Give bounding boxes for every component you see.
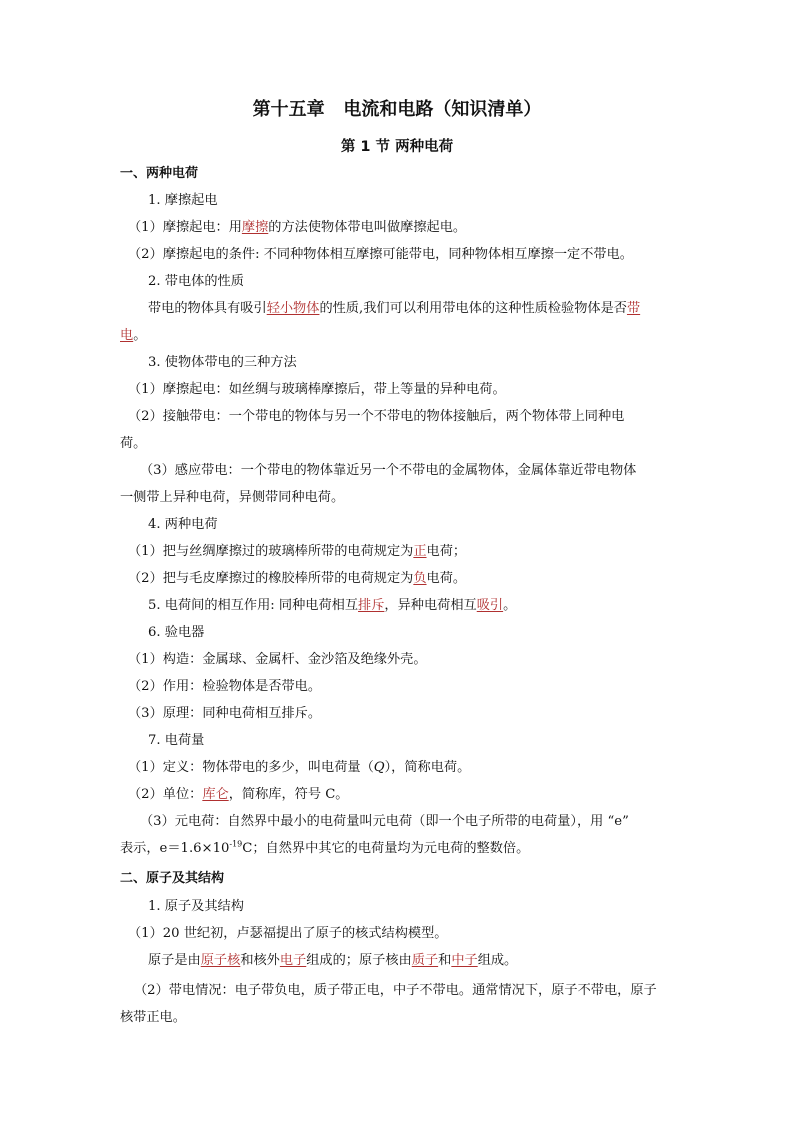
section-heading-1: 一、两种电荷 bbox=[120, 166, 199, 181]
topic-heading: 3. 使物体带电的三种方法 bbox=[148, 355, 297, 370]
keyword: 质子 bbox=[411, 953, 439, 968]
topic-heading: 1. 摩擦起电 bbox=[148, 193, 218, 208]
keyword: 原子核 bbox=[200, 953, 241, 968]
keyword: 排斥 bbox=[358, 598, 385, 613]
paragraph: 带电的物体具有吸引轻小物体的性质,我们可以利用带电体的这种性质检验物体是否带 bbox=[148, 301, 641, 316]
paragraph: （2）带电情况：电子带负电，质子带正电，中子不带电。通常情况下，原子不带电，原子 bbox=[134, 983, 657, 998]
paragraph: （1）摩擦起电：如丝绸与玻璃棒摩擦后，带上等量的异种电荷。 bbox=[128, 382, 506, 397]
paragraph: （1）定义：物体带电的多少，叫电荷量（Q），简称电荷。 bbox=[128, 760, 471, 775]
paragraph: （1）摩擦起电：用摩擦的方法使物体带电叫做摩擦起电。 bbox=[128, 220, 467, 235]
topic-heading: 6. 验电器 bbox=[148, 625, 205, 640]
paragraph-continuation: 电。 bbox=[120, 328, 147, 343]
topic-heading: 1. 原子及其结构 bbox=[148, 899, 244, 914]
section-heading-2: 二、原子及其结构 bbox=[120, 871, 225, 886]
section-title: 第 1 节 两种电荷 bbox=[340, 139, 454, 155]
keyword: 中子 bbox=[451, 953, 478, 968]
paragraph: （2）接触带电：一个带电的物体与另一个不带电的物体接触后，两个物体带上同种电 bbox=[128, 409, 625, 424]
keyword: 负 bbox=[413, 571, 427, 586]
paragraph: 原子是由原子核和核外电子组成的；原子核由质子和中子组成。 bbox=[148, 953, 518, 968]
paragraph: （2）单位：库仑，简称库，符号 C。 bbox=[128, 787, 349, 802]
topic-heading: 5. 电荷间的相互作用: 同种电荷相互排斥，异种电荷相互吸引。 bbox=[148, 598, 517, 613]
topic-heading: 7. 电荷量 bbox=[148, 733, 205, 748]
topic-heading: 2. 带电体的性质 bbox=[148, 274, 244, 289]
paragraph-continuation: 核带正电。 bbox=[120, 1010, 186, 1025]
chapter-title: 第十五章 电流和电路（知识清单） bbox=[252, 99, 542, 120]
keyword: 正 bbox=[413, 544, 427, 559]
topic-heading: 4. 两种电荷 bbox=[148, 517, 218, 532]
paragraph: （2）把与毛皮摩擦过的橡胶棒所带的电荷规定为负电荷。 bbox=[128, 571, 467, 586]
keyword: 带 bbox=[626, 301, 641, 316]
keyword: 电 bbox=[120, 328, 134, 343]
keyword: 电子 bbox=[279, 953, 307, 968]
keyword: 摩擦 bbox=[241, 220, 269, 235]
keyword: 轻小物体 bbox=[266, 301, 320, 316]
paragraph: （3）元电荷：自然界中最小的电荷量叫元电荷（即一个电子所带的电荷量），用 “e” bbox=[140, 814, 629, 829]
keyword: 库仑 bbox=[202, 787, 229, 802]
paragraph: （1）把与丝绸摩擦过的玻璃棒所带的电荷规定为正电荷； bbox=[128, 544, 467, 559]
paragraph: （2）作用：检验物体是否带电。 bbox=[128, 679, 322, 694]
keyword: 吸引 bbox=[476, 598, 504, 613]
paragraph: （1）构造：金属球、金属杆、金沙箔及绝缘外壳。 bbox=[128, 652, 427, 667]
paragraph: （2）摩擦起电的条件: 不同种物体相互摩擦可能带电，同种物体相互摩擦一定不带电。 bbox=[128, 247, 633, 262]
paragraph: （3）原理：同种电荷相互排斥。 bbox=[128, 706, 322, 721]
paragraph-continuation: 荷。 bbox=[120, 436, 147, 451]
paragraph-continuation: 表示，$e=1.6\times 10^{-19}C$；自然界中其它的电荷量均为元电荷的整数倍。 bbox=[120, 839, 530, 856]
paragraph: （1）20 世纪初，卢瑟福提出了原子的核式结构模型。 bbox=[128, 926, 448, 941]
paragraph: （3）感应带电：一个带电的物体靠近另一个不带电的金属物体，金属体靠近带电物体 bbox=[140, 463, 637, 478]
paragraph-continuation: 一侧带上异种电荷，异侧带同种电荷。 bbox=[120, 490, 345, 505]
